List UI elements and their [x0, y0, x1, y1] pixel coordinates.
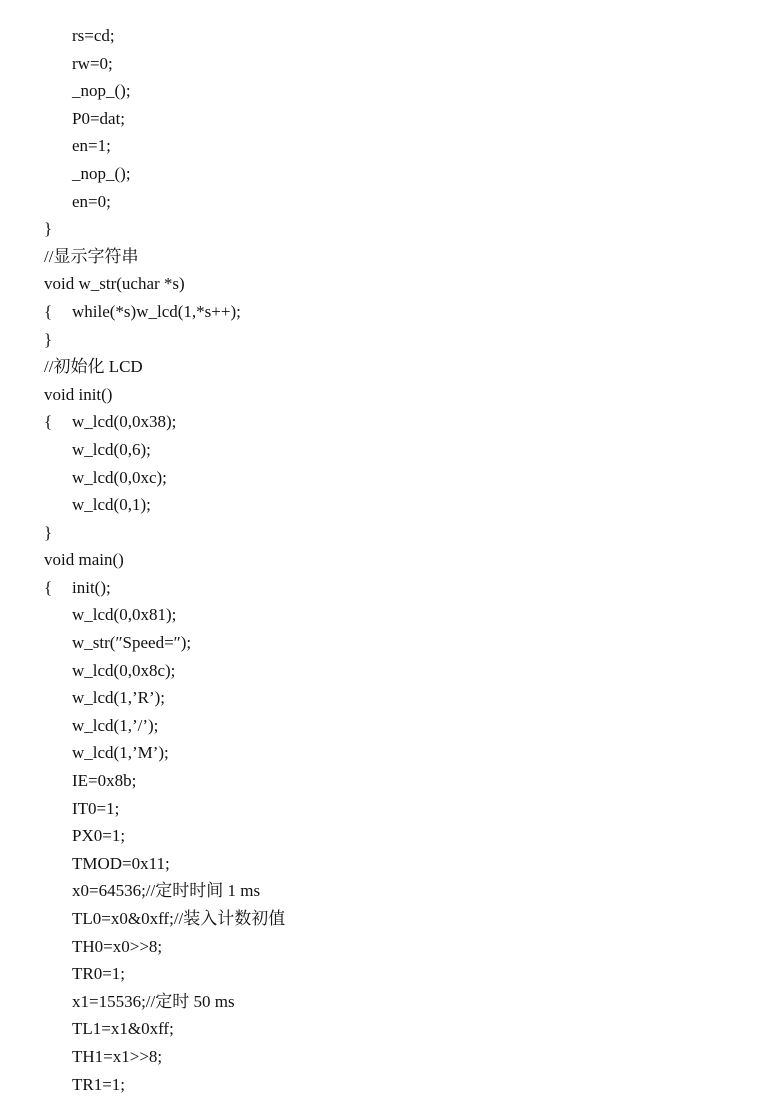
code-text: w_lcd(0,6);: [72, 439, 151, 459]
code-line: [44, 22, 285, 50]
code-text: }: [44, 219, 53, 239]
code-line: [44, 933, 285, 961]
code-line: [44, 408, 285, 436]
code-text: w_lcd(1,’R’);: [72, 688, 166, 708]
code-line: [44, 574, 285, 602]
code-text: }: [44, 522, 53, 542]
code-line: [44, 684, 285, 712]
code-text: _nop_();: [72, 81, 131, 101]
code-text: x0=64536;//定时时间 1 ms: [72, 881, 261, 901]
code-text: w_lcd(0,0x81);: [72, 605, 177, 625]
code-line: [44, 519, 285, 547]
code-text: TR0=1;: [72, 964, 126, 984]
code-line: [44, 132, 285, 160]
code-line: [44, 105, 285, 133]
code-text: en=1;: [72, 136, 111, 156]
code-text: TH0=x0>>8;: [72, 936, 163, 956]
code-text: _nop_();: [72, 163, 131, 183]
code-line: [44, 850, 285, 878]
code-text: w_lcd(0,0x8c);: [72, 660, 176, 680]
code-text: void init(): [44, 384, 113, 404]
code-line: [44, 436, 285, 464]
code-text: rs=cd;: [72, 26, 115, 45]
code-text: void main(): [44, 550, 124, 570]
code-line: [44, 712, 285, 740]
code-line: [44, 1015, 285, 1043]
code-text: while(*s)w_lcd(1,*s++);: [72, 301, 241, 321]
code-line: [44, 657, 285, 685]
code-line: [44, 464, 285, 492]
code-listing: [44, 22, 285, 1098]
code-line: [44, 188, 285, 216]
code-line: [44, 215, 285, 243]
code-line: [44, 629, 285, 657]
code-line: [44, 822, 285, 850]
code-line: [44, 353, 285, 381]
code-line: [44, 50, 285, 78]
code-line: [44, 491, 285, 519]
code-text: init();: [72, 577, 111, 597]
code-text: IE=0x8b;: [72, 771, 137, 791]
code-line: [44, 905, 285, 933]
code-text: IT0=1;: [72, 798, 120, 818]
code-text: void w_str(uchar *s): [44, 274, 185, 294]
open-brace: {: [44, 577, 53, 597]
code-line: [44, 601, 285, 629]
code-text: w_lcd(1,’M’);: [72, 743, 169, 763]
code-line: [44, 160, 285, 188]
code-text: TH1=x1>>8;: [72, 1046, 163, 1066]
code-text: TL1=x1&0xff;: [72, 1019, 174, 1039]
code-line: [44, 270, 285, 298]
open-brace: {: [44, 301, 53, 321]
code-line: [44, 546, 285, 574]
code-line: [44, 298, 285, 326]
code-line: [44, 381, 285, 409]
code-line: [44, 739, 285, 767]
code-text: w_lcd(0,0xc);: [72, 467, 167, 487]
code-text: x1=15536;//定时 50 ms: [72, 991, 235, 1011]
code-text: w_str(″Speed=″);: [72, 633, 192, 653]
code-line: [44, 960, 285, 988]
code-line: [44, 767, 285, 795]
code-text: P0=dat;: [72, 108, 126, 128]
code-line: [44, 988, 285, 1016]
code-text: w_lcd(0,1);: [72, 495, 151, 515]
code-text: w_lcd(1,’/’);: [72, 715, 159, 735]
code-text: en=0;: [72, 191, 111, 211]
code-text: TL0=x0&0xff;//装入计数初值: [72, 909, 286, 928]
code-text: TR1=1;: [72, 1074, 126, 1094]
open-brace: {: [44, 412, 53, 432]
code-text: //显示字符串: [44, 246, 139, 266]
code-line: [44, 877, 285, 905]
code-line: [44, 77, 285, 105]
code-text: //初始化 LCD: [44, 357, 143, 377]
code-text: TMOD=0x11;: [72, 853, 170, 873]
code-text: rw=0;: [72, 53, 113, 73]
code-line: [44, 243, 285, 271]
code-text: w_lcd(0,0x38);: [72, 412, 177, 432]
code-line: [44, 1071, 285, 1099]
code-text: }: [44, 329, 53, 349]
code-line: [44, 326, 285, 354]
code-line: [44, 795, 285, 823]
code-line: [44, 1043, 285, 1071]
code-text: PX0=1;: [72, 826, 126, 846]
